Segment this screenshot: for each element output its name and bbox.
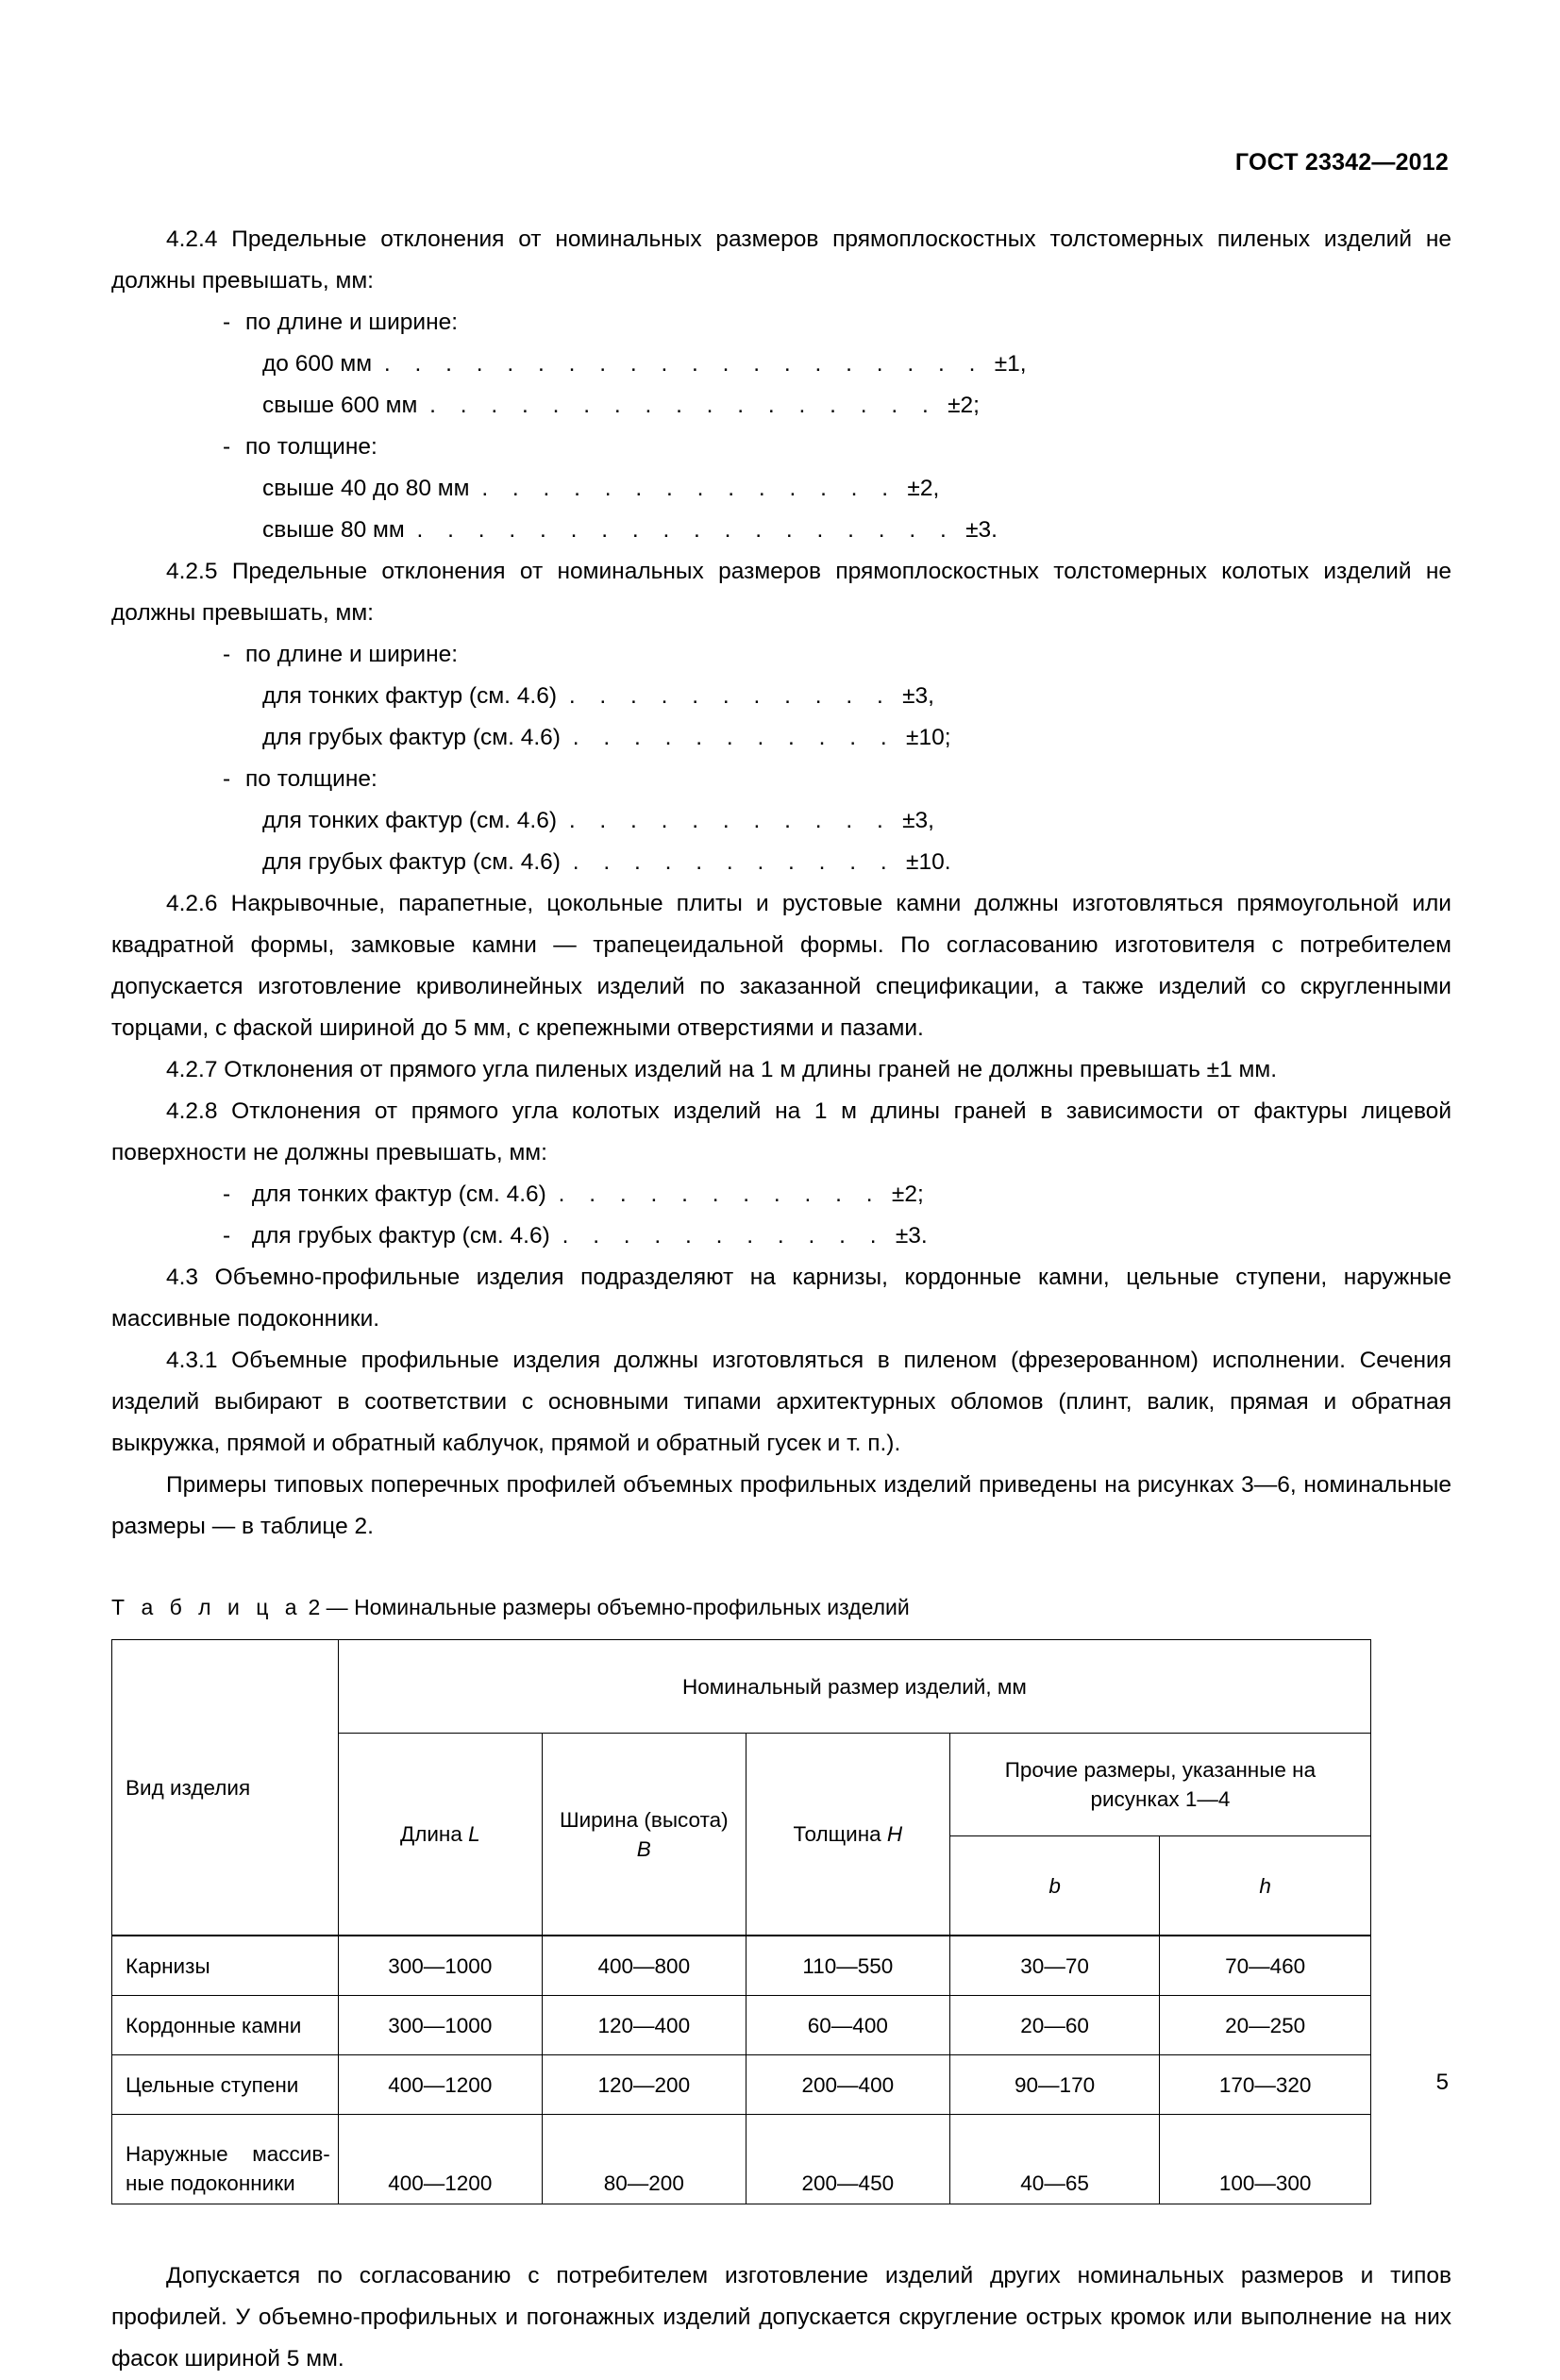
page-header-standard-number: ГОСТ 23342—2012 (1234, 149, 1449, 176)
page-number: 5 (1435, 2070, 1449, 2095)
paragraph-examples: Примеры типовых поперечных профилей объемных профильных изделий приведены на рисунках 3—6, номинальные размеры — в таблице 2. (111, 1472, 1451, 1539)
dash-bullet-icon: - (223, 1182, 231, 1207)
leader-item-4-2-8-rough-textures (111, 1215, 1451, 1257)
paragraph-4-3-1: 4.3.1 Объемные профильные изделия должны изготовляться в пиленом (фрезерованном) исполнении. Сечения изделий выбирают в соответствии с основными типами архитектурных обломов (плинт, валик, прямая и обратная выкружка, прямой и обратный каблучок, прямой и обратный гусек и т. п.). (111, 1348, 1451, 1456)
table-caption-title: Номинальные размеры объемно-профильных изделий (354, 1595, 910, 1619)
table-cell-h: 170—320 (1160, 2055, 1371, 2115)
table-header-length (338, 1734, 542, 1936)
leader-label: для грубых фактур (см. 4.6) (262, 849, 561, 875)
list-label-4-2-4-thickness (111, 427, 1451, 468)
leader-dots: . . . . . . . . . . . (558, 1182, 882, 1207)
dash-bullet-icon: - (223, 642, 231, 667)
table-cell-thickness: 110—550 (746, 1936, 949, 1996)
table-cell-kind-line-2: ные подоконники (126, 2171, 295, 2195)
paragraph-4-2-4: 4.2.4 Предельные отклонения от номинальных размеров прямоплоскостных толстомерных пиленых изделий не должны превышать, мм: (111, 226, 1451, 293)
paragraph-4-3: 4.3 Объемно-профильные изделия подразделяют на карнизы, кордонные камни, цельные ступени, наружные массивные подоконники. (111, 1265, 1451, 1332)
table-header-width-label: Ширина (высота) (559, 1807, 729, 1832)
leader-value: ±2, (907, 476, 940, 501)
leader-label: свыше 80 мм (262, 517, 405, 543)
leader-item-4-2-4-over-600 (111, 385, 1451, 427)
table-header-kind: Вид изделия (112, 1640, 339, 1936)
table-cell-width: 400—800 (542, 1936, 746, 1996)
leader-value: ±2; (948, 393, 980, 418)
leader-dots: . . . . . . . . . . . . . . . . . . . . (383, 351, 984, 377)
leader-label: для грубых фактур (см. 4.6) (262, 725, 561, 750)
leader-item-4-2-4-40-to-80 (111, 468, 1451, 510)
table-cell-kind (112, 2115, 339, 2204)
list-label-4-2-5-thickness (111, 759, 1451, 800)
leader-item-4-2-5-thickness-fine (111, 800, 1451, 842)
dash-bullet-icon: - (223, 434, 231, 460)
leader-label: для тонких фактур (см. 4.6) (262, 808, 557, 833)
table-cell-width: 120—200 (542, 2055, 746, 2115)
table-cell-length: 400—1200 (338, 2055, 542, 2115)
table-cell-width: 80—200 (542, 2115, 746, 2204)
dash-bullet-icon: - (223, 310, 231, 335)
leader-dots: . . . . . . . . . . . . . . (481, 476, 897, 501)
table-row (112, 2115, 1371, 2204)
table-cell-b: 20—60 (949, 1996, 1160, 2055)
dash-bullet-icon: - (223, 1223, 231, 1249)
paragraph-4-2-7: 4.2.7 Отклонения от прямого угла пиленых изделий на 1 м длины граней не должны превышать ±1 мм. (166, 1057, 1278, 1082)
list-label-4-2-5-dimensions (111, 634, 1451, 676)
leader-label: свыше 40 до 80 мм (262, 476, 470, 501)
leader-label: для грубых фактур (см. 4.6) (251, 1223, 550, 1249)
table-2-caption (111, 1591, 1451, 1623)
leader-value: ±2; (891, 1182, 924, 1207)
table-header-width-symbol: B (636, 1836, 651, 1861)
leader-dots: . . . . . . . . . . . (568, 683, 893, 709)
table-cell-kind: Цельные ступени (112, 2055, 339, 2115)
table-cell-length: 300—1000 (338, 1996, 542, 2055)
leader-value: ±3, (902, 808, 934, 833)
leader-item-4-2-5-fine-textures (111, 676, 1451, 717)
leader-dots: . . . . . . . . . . . . . . . . . . (416, 517, 956, 543)
table-cell-width: 120—400 (542, 1996, 746, 2055)
leader-label: свыше 600 мм (262, 393, 418, 418)
table-header-length-symbol: L (468, 1822, 480, 1846)
paragraph-closing: Допускается по согласованию с потребителем изготовление изделий других номинальных размеров и типов профилей. У объемно-профильных и погонажных изделий допускается скругление острых кромок или выполнение на них фасок шириной 5 мм. (111, 2263, 1451, 2372)
table-cell-h: 100—300 (1160, 2115, 1371, 2204)
table-header-row-1 (112, 1640, 1371, 1734)
document-content (111, 219, 1451, 2380)
table-header-other-dimensions: Прочие размеры, указанные на рисунках 1—4 (949, 1734, 1370, 1836)
table-row (112, 2055, 1371, 2115)
table-cell-h: 20—250 (1160, 1996, 1371, 2055)
list-label-text: по толщине: (245, 434, 377, 460)
leader-value: ±10. (906, 849, 951, 875)
table-header-width (542, 1734, 746, 1936)
table-cell-length: 400—1200 (338, 2115, 542, 2204)
table-nominal-dimensions (111, 1639, 1371, 2204)
table-header-symbol-b (949, 1836, 1160, 1936)
table-header-group-main: Номинальный размер изделий, мм (338, 1640, 1370, 1734)
table-header-symbol-h (1160, 1836, 1371, 1936)
leader-dots: . . . . . . . . . . . . . . . . . (429, 393, 938, 418)
table-header-thickness-label: Толщина (793, 1822, 881, 1846)
leader-item-4-2-5-rough-textures (111, 717, 1451, 759)
dash-bullet-icon: - (223, 766, 231, 792)
table-header-symbol-b-text: b (1048, 1873, 1061, 1898)
leader-item-4-2-4-up-to-600 (111, 344, 1451, 385)
table-cell-b: 90—170 (949, 2055, 1160, 2115)
table-cell-h: 70—460 (1160, 1936, 1371, 1996)
leader-label: для тонких фактур (см. 4.6) (262, 683, 557, 709)
leader-value: ±10; (906, 725, 951, 750)
leader-value: ±3. (895, 1223, 928, 1249)
table-header-thickness-symbol: H (886, 1822, 903, 1846)
table-cell-kind: Кордонные камни (112, 1996, 339, 2055)
list-label-text: по толщине: (245, 766, 377, 792)
paragraph-4-2-8: 4.2.8 Отклонения от прямого угла колотых изделий на 1 м длины граней в зависимости от фактуры лицевой поверхности не должны превышать, мм: (111, 1098, 1451, 1165)
list-label-4-2-4-dimensions (111, 302, 1451, 344)
table-header-thickness (746, 1734, 949, 1936)
table-cell-thickness: 200—400 (746, 2055, 949, 2115)
paragraph-4-2-6: 4.2.6 Накрывочные, парапетные, цокольные плиты и рустовые камни должны изготовляться прямоугольной или квадратной формы, замковые камни — трапецеидальной формы. По согласованию изготовителя с потребителем допускается изготовление криволинейных изделий по заказанной спецификации, а также изделий со скругленными торцами, с фаской шириной до 5 мм, с крепежными отверстиями и пазами. (111, 891, 1451, 1041)
table-cell-b: 40—65 (949, 2115, 1160, 2204)
leader-value: ±3. (965, 517, 998, 543)
leader-dots: . . . . . . . . . . . (572, 725, 897, 750)
table-row (112, 1936, 1371, 1996)
table-caption-label: Т а б л и ц а (111, 1595, 303, 1619)
paragraph-4-2-5: 4.2.5 Предельные отклонения от номинальных размеров прямоплоскостных толстомерных колотых изделий не должны превышать, мм: (111, 559, 1451, 626)
table-caption-dash: — (326, 1595, 348, 1619)
leader-value: ±3, (902, 683, 934, 709)
leader-item-4-2-8-fine-textures (111, 1174, 1451, 1215)
leader-item-4-2-4-over-80 (111, 510, 1451, 551)
table-cell-thickness: 200—450 (746, 2115, 949, 2204)
leader-dots: . . . . . . . . . . . (572, 849, 897, 875)
leader-item-4-2-5-thickness-rough (111, 842, 1451, 883)
table-cell-length: 300—1000 (338, 1936, 542, 1996)
table-cell-kind: Карнизы (112, 1936, 339, 1996)
leader-label: до 600 мм (262, 351, 373, 377)
table-caption-number: 2 (308, 1595, 321, 1619)
table-header-length-label: Длина (399, 1822, 462, 1846)
leader-label: для тонких фактур (см. 4.6) (251, 1182, 546, 1207)
leader-dots: . . . . . . . . . . . (568, 808, 893, 833)
table-cell-b: 30—70 (949, 1936, 1160, 1996)
table-cell-kind-line-1: Наружные массив- (126, 2142, 330, 2166)
list-label-text: по длине и ширине: (245, 310, 459, 335)
list-label-text: по длине и ширине: (245, 642, 459, 667)
leader-dots: . . . . . . . . . . . (562, 1223, 886, 1249)
table-row (112, 1996, 1371, 2055)
table-header-symbol-h-text: h (1259, 1873, 1271, 1898)
table-cell-thickness: 60—400 (746, 1996, 949, 2055)
leader-value: ±1, (994, 351, 1027, 377)
